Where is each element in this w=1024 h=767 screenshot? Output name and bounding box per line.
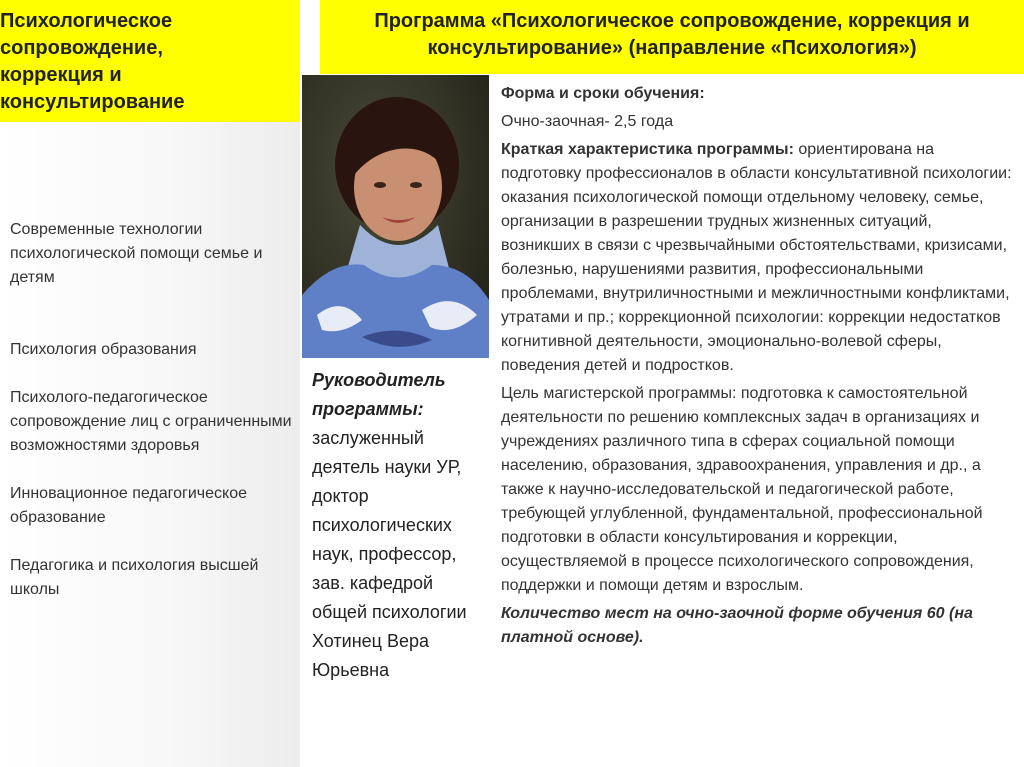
summary-heading: Краткая характеристика программы: [501,141,794,158]
specialization-item: Современные технологии психологической помощи семье и детям [10,221,263,286]
summary-paragraph [501,138,1013,378]
form-heading: Форма и сроки обучения: [501,85,705,102]
specialization-item: Психология образования [10,341,197,358]
specialization-item: Педагогика и психология высшей школы [10,557,259,598]
left-panel [0,0,300,767]
director-photo [302,75,489,358]
specialization-item: Психолого-педагогическое сопровождение лиц с ограниченными возможностями здоровья [10,389,292,454]
summary-text: ориентирована на подготовку профессионалов в области консультативной психологии: оказания психологической помощи отдельному человеку, семье, организации в разрешении трудных жизненных ситуаций, возникших в связи с чрезвычайными обстоятельствами, кризисами, болезнью, нарушениями развития, профессиональными проблемами, внутриличностными и межличностными конфликтами, утратами и пр.; коррекционной психологии: коррекции недостатков когнитивной деятельности, эмоционально-волевой сферы, поведения детей и подростков. [501,141,1012,374]
program-title: Программа «Психологическое сопровождение, коррекция и консультирование» (направление «Психология») [320,0,1024,74]
portrait-illustration [302,75,489,358]
seats-info: Количество мест на очно-заочной форме обучения 60 (на платной основе). [501,605,973,646]
director-description: заслуженный деятель науки УР, доктор психологических наук, профессор, зав. кафедрой общей психологии Хотинец Вера Юрьевна [312,428,467,680]
director-block [312,366,487,685]
director-role-label: Руководитель программы: [312,370,446,419]
specializations-list [10,218,295,602]
program-details [501,82,1013,654]
goal-paragraph: Цель магистерской программы: подготовка к самостоятельной деятельности по решению комплексных задач в организациях и учреждениях различного типа в сферах социальной помощи населению, образования, здравоохранения, управления и др., а также к научно-исследовательской и педагогической работе, требующей углубленной, фундаментальной, профессиональной подготовки в области консультирования и коррекции, осуществляемой в процессе психологического сопровождения, поддержки и помощи детям и взрослым. [501,385,983,594]
program-short-title: Психологическое сопровождение, коррекция и консультирование [0,0,300,122]
specialization-item: Инновационное педагогическое образование [10,485,248,526]
form-value: Очно-заочная- 2,5 года [501,113,674,130]
